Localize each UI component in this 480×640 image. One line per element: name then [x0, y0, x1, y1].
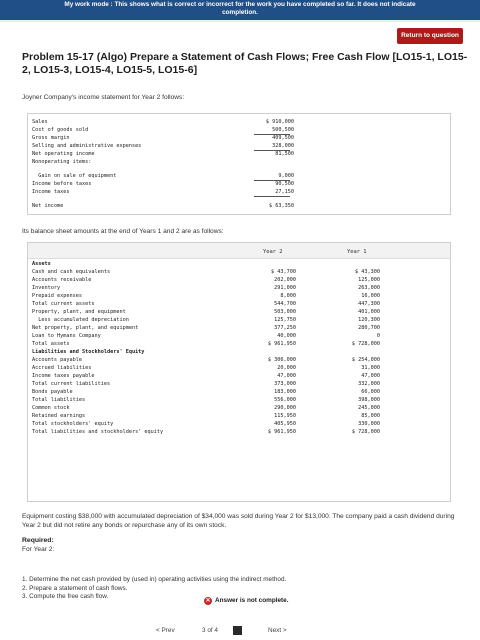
- income-row: [32, 143, 442, 150]
- year-2-value: 20,000: [277, 365, 296, 371]
- banner-divider: [0, 20, 480, 22]
- x-icon: ✕: [205, 598, 211, 604]
- year-2-value: 40,000: [277, 333, 296, 339]
- income-row-label: Sales: [32, 119, 48, 125]
- year-2-value: 202,000: [274, 277, 296, 283]
- table-row: [32, 381, 446, 388]
- page-indicator: 3 of 4: [202, 627, 218, 634]
- row-label: Total stockholders' equity: [32, 421, 114, 427]
- year-1-value: 280,700: [358, 325, 380, 331]
- row-label: Accounts payable: [32, 357, 82, 363]
- income-row: [32, 159, 442, 166]
- year-1-value: 330,000: [358, 421, 380, 427]
- year-1-value: 120,300: [358, 317, 380, 323]
- table-row: [32, 389, 446, 396]
- underline-rule: [254, 196, 290, 197]
- income-row-label: Cost of goods sold: [32, 127, 89, 133]
- income-statement-intro: Joyner Company's income statement for Year 2 follows:: [22, 94, 185, 101]
- column-header-year-2: Year 2: [263, 249, 283, 255]
- balance-sheet-table: [27, 242, 451, 502]
- table-row: [32, 317, 446, 324]
- year-1-value: $ 43,300: [355, 269, 380, 275]
- table-row: [32, 365, 446, 372]
- income-row-label: Income taxes: [32, 189, 70, 195]
- year-2-value: $ 961,950: [267, 429, 296, 435]
- row-label: Inventory: [32, 285, 61, 291]
- table-row: [32, 293, 446, 300]
- year-2-value: $ 43,700: [271, 269, 296, 275]
- requirement-item: 2. Prepare a statement of cash flows.: [22, 584, 128, 592]
- banner-line-2: completion.: [222, 9, 258, 16]
- income-statement-table: [27, 113, 451, 215]
- return-to-question-button[interactable]: Return to question: [397, 28, 463, 44]
- row-label: Total liabilities: [32, 397, 86, 403]
- year-2-value: 125,750: [274, 317, 296, 323]
- income-row-label: Selling and administrative expenses: [32, 143, 142, 149]
- table-row: [32, 285, 446, 292]
- row-label: Total liabilities and stockholders' equity: [32, 429, 164, 435]
- year-2-value: 47,000: [277, 373, 296, 379]
- row-label: Property, plant, and equipment: [32, 309, 126, 315]
- year-2-value: 115,950: [274, 413, 296, 419]
- income-row-label: Nonoperating items:: [32, 159, 92, 165]
- year-2-value: $ 306,000: [267, 357, 296, 363]
- row-label: Total current liabilities: [32, 381, 111, 387]
- table-row: [32, 357, 446, 364]
- year-2-value: 377,250: [274, 325, 296, 331]
- income-row-label: Income before taxes: [32, 181, 92, 187]
- income-row: [32, 135, 442, 142]
- grid-icon[interactable]: [233, 626, 242, 635]
- table-row: [32, 325, 446, 332]
- income-row-label: Net income: [32, 203, 64, 209]
- income-row: [32, 181, 442, 188]
- required-heading: Required:: [22, 537, 54, 544]
- year-1-value: 31,000: [361, 365, 380, 371]
- table-row: [32, 341, 446, 348]
- table-row: [32, 413, 446, 420]
- row-label: Retained earnings: [32, 413, 86, 419]
- year-2-value: 405,950: [274, 421, 296, 427]
- year-2-value: $ 961,950: [267, 341, 296, 347]
- banner-line-1: My work mode : This shows what is correct or incorrect for the work you have completed so far. It does not indicate: [64, 1, 416, 8]
- year-1-value: 125,000: [358, 277, 380, 283]
- table-row: [32, 277, 446, 284]
- work-mode-banner: [0, 0, 480, 20]
- year-1-value: 0: [376, 333, 380, 339]
- year-1-value: 447,300: [358, 301, 380, 307]
- income-row-value: $ 63,350: [269, 203, 294, 209]
- year-2-value: 503,000: [274, 309, 296, 315]
- pagination-bar: [0, 624, 480, 640]
- income-row-value: 500,500: [272, 127, 294, 133]
- row-label: Income taxes payable: [32, 373, 95, 379]
- income-row-value: 9,000: [278, 173, 294, 179]
- income-row-label: Net operating income: [32, 151, 95, 157]
- year-2-value: 291,000: [274, 285, 296, 291]
- table-row: [32, 349, 446, 356]
- income-row: [32, 173, 442, 180]
- table-row: [32, 405, 446, 412]
- year-1-value: $ 254,000: [351, 357, 380, 363]
- column-header-year-1: Year 1: [347, 249, 367, 255]
- income-row-value: 81,500: [275, 151, 294, 157]
- year-1-value: 245,000: [358, 405, 380, 411]
- row-label: Net property, plant, and equipment: [32, 325, 139, 331]
- income-row-value: 27,150: [275, 189, 294, 195]
- for-year-label: For Year 2:: [22, 546, 55, 553]
- row-label: Less accumulated depreciation: [32, 317, 129, 323]
- year-2-value: 544,700: [274, 301, 296, 307]
- income-row: [32, 119, 442, 126]
- year-1-value: 263,000: [358, 285, 380, 291]
- year-2-value: 8,000: [280, 293, 296, 299]
- income-row: [32, 127, 442, 134]
- table-row: [32, 309, 446, 316]
- requirement-item: 1. Determine the net cash provided by (used in) operating activities using the indirect method.: [22, 576, 287, 583]
- year-2-value: 290,000: [274, 405, 296, 411]
- income-row: [32, 151, 442, 158]
- answer-status-badge: [194, 595, 312, 607]
- income-row-value: 328,000: [272, 143, 294, 149]
- prev-button[interactable]: < Prev: [156, 627, 175, 634]
- table-row: [32, 429, 446, 436]
- answer-status-text: Answer is not complete.: [215, 597, 289, 604]
- year-1-value: 401,000: [358, 309, 380, 315]
- year-1-value: 398,000: [358, 397, 380, 403]
- equipment-sale-note: Equipment costing $38,000 with accumulated depreciation of $34,000 was sold during Year 2 for $13,000. The company paid a cash dividend during Year 2 but did not retire any bonds or repurchase any of its own stock.: [22, 513, 455, 529]
- row-label: Assets: [32, 261, 51, 267]
- row-label: Bonds payable: [32, 389, 73, 395]
- income-row-label: Gain on sale of equipment: [32, 173, 117, 179]
- problem-title: Problem 15-17 (Algo) Prepare a Statement of Cash Flows; Free Cash Flow [LO15-1, LO15-2, LO15-3, LO15-4, LO15-5, LO15-6]: [22, 51, 468, 76]
- income-row-value: $ 910,000: [265, 119, 294, 125]
- row-label: Total assets: [32, 341, 70, 347]
- year-1-value: $ 728,000: [351, 341, 380, 347]
- year-2-value: 373,000: [274, 381, 296, 387]
- requirement-item: 3. Compute the free cash flow.: [22, 593, 109, 600]
- year-1-value: 332,000: [358, 381, 380, 387]
- row-label: Total current assets: [32, 301, 95, 307]
- income-row: [32, 189, 442, 196]
- balance-sheet-intro: Its balance sheet amounts at the end of Years 1 and 2 are as follows:: [22, 228, 224, 235]
- row-label: Common stock: [32, 405, 70, 411]
- row-label: Accrued liabilities: [32, 365, 92, 371]
- row-label: Prepaid expenses: [32, 293, 82, 299]
- year-1-value: 66,000: [361, 389, 380, 395]
- row-label: Liabilities and Stockholders' Equity: [32, 349, 145, 355]
- income-row-value: 90,500: [275, 181, 294, 187]
- income-row-value: 409,500: [272, 135, 294, 141]
- table-row: [32, 373, 446, 380]
- year-1-value: $ 728,000: [351, 429, 380, 435]
- table-row: [32, 301, 446, 308]
- year-2-value: 183,000: [274, 389, 296, 395]
- year-1-value: 85,000: [361, 413, 380, 419]
- table-row: [32, 269, 446, 276]
- income-row-label: Gross margin: [32, 135, 70, 141]
- income-row: [32, 203, 442, 210]
- row-label: Accounts receivable: [32, 277, 92, 283]
- table-row: [32, 261, 446, 268]
- balance-sheet-header: [28, 243, 450, 259]
- year-2-value: 556,000: [274, 397, 296, 403]
- table-row: [32, 333, 446, 340]
- table-row: [32, 421, 446, 428]
- year-1-value: 47,000: [361, 373, 380, 379]
- row-label: Cash and cash equivalents: [32, 269, 111, 275]
- table-row: [32, 397, 446, 404]
- year-1-value: 16,000: [361, 293, 380, 299]
- row-label: Loan to Hymans Company: [32, 333, 101, 339]
- next-button[interactable]: Next >: [268, 627, 287, 634]
